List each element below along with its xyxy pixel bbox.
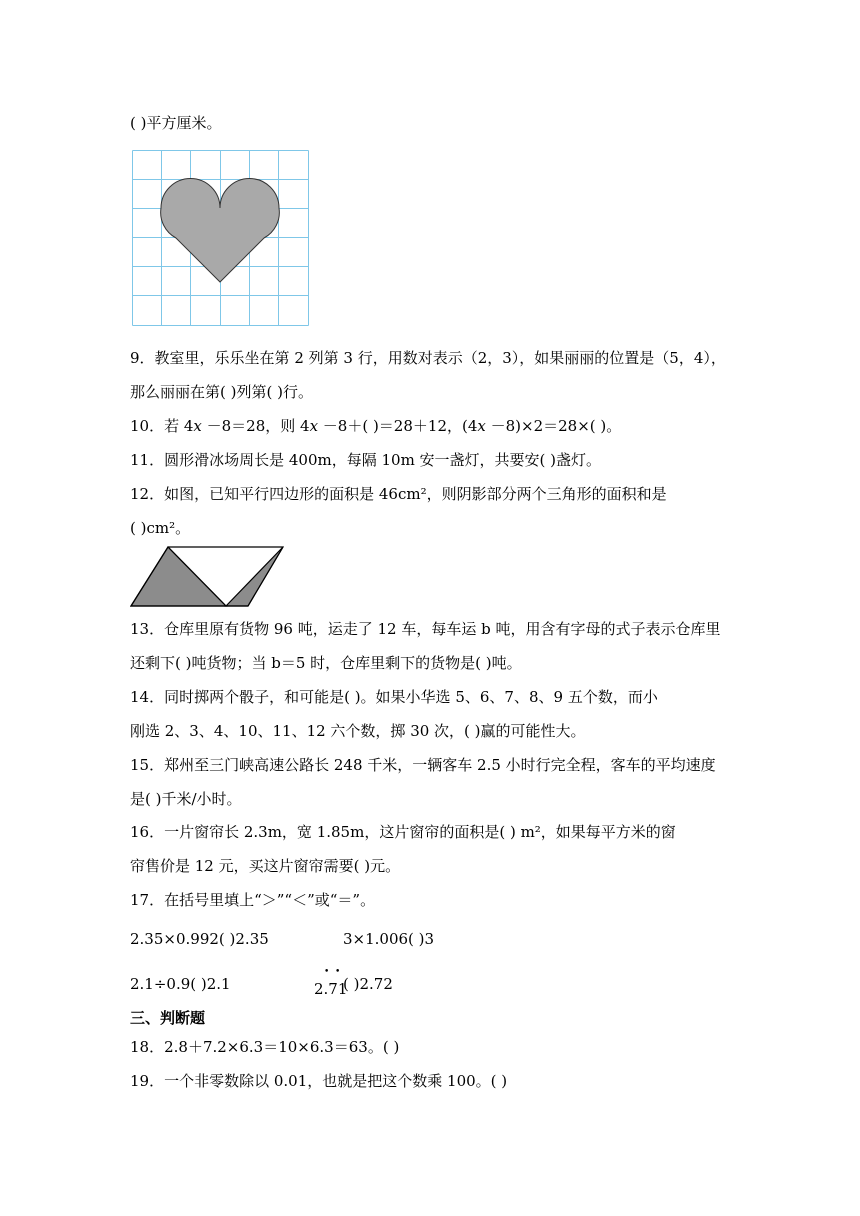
compare-item-3: 2.1÷0.9( )2.1: [130, 975, 231, 993]
question-13-line-2: 还剩下( )吨货物；当 b＝5 时，仓库里剩下的货物是( )吨。: [130, 654, 522, 672]
parallelogram-figure: [130, 545, 290, 611]
heart-grid-figure: [132, 150, 312, 328]
compare-item-4-number: 2.71: [314, 980, 348, 998]
shaded-triangle-left: [131, 547, 226, 606]
repeating-decimal-dots: • •: [324, 967, 341, 977]
compare-item-1: 2.35×0.992( )2.35: [130, 930, 269, 948]
question-14-line-1: 14．同时掷两个骰子，和可能是( )。如果小华选 5、6、7、8、9 五个数，而小: [130, 688, 658, 706]
compare-item-2: 3×1.006( )3: [343, 930, 435, 948]
compare-item-4-rest: ( )2.72: [343, 975, 393, 993]
question-10: 10．若 4𝑥 －8＝28，则 4𝑥 －8＋( )＝28＋12，(4𝑥 －8)×2＝28×( )。: [130, 417, 622, 435]
question-11: 11．圆形滑冰场周长是 400m，每隔 10m 安一盏灯，共要安( )盏灯。: [130, 451, 602, 469]
question-9-line-1: 9．教室里，乐乐坐在第 2 列第 3 行，用数对表示（2，3），如果丽丽的位置是（5，4），: [130, 349, 726, 367]
question-9-line-2: 那么丽丽在第( )列第( )行。: [130, 383, 313, 401]
question-18: 18．2.8＋7.2×6.3＝10×6.3＝63。( ): [130, 1038, 400, 1056]
question-12-line-2: ( )cm²。: [130, 519, 191, 537]
question-13-line-1: 13．仓库里原有货物 96 吨，运走了 12 车，每车运 b 吨，用含有字母的式子表示仓库里: [130, 620, 721, 638]
question-16-line-1: 16．一片窗帘长 2.3m，宽 1.85m，这片窗帘的面积是( ) m²，如果每平方米的窗: [130, 823, 676, 841]
question-15-line-1: 15．郑州至三门峡高速公路长 248 千米，一辆客车 2.5 小时行完全程，客车的平均速度: [130, 756, 716, 774]
question-19: 19．一个非零数除以 0.01，也就是把这个数乘 100。( ): [130, 1072, 508, 1090]
section-heading-judgement: 三、判断题: [130, 1009, 206, 1027]
question-17: 17．在括号里填上“＞”“＜”或“＝”。: [130, 891, 376, 909]
question-12-line-1: 12．如图，已知平行四边形的面积是 46cm²，则阴影部分两个三角形的面积和是: [130, 485, 667, 503]
answer-blank-area: ( )平方厘米。: [130, 114, 222, 132]
question-16-line-2: 帘售价是 12 元，买这片窗帘需要( )元。: [130, 857, 401, 875]
question-14-line-2: 刚选 2、3、4、10、11、12 六个数，掷 30 次，( )赢的可能性大。: [130, 722, 586, 740]
question-15-line-2: 是( )千米/小时。: [130, 790, 242, 808]
shaded-triangle-right: [226, 547, 283, 606]
